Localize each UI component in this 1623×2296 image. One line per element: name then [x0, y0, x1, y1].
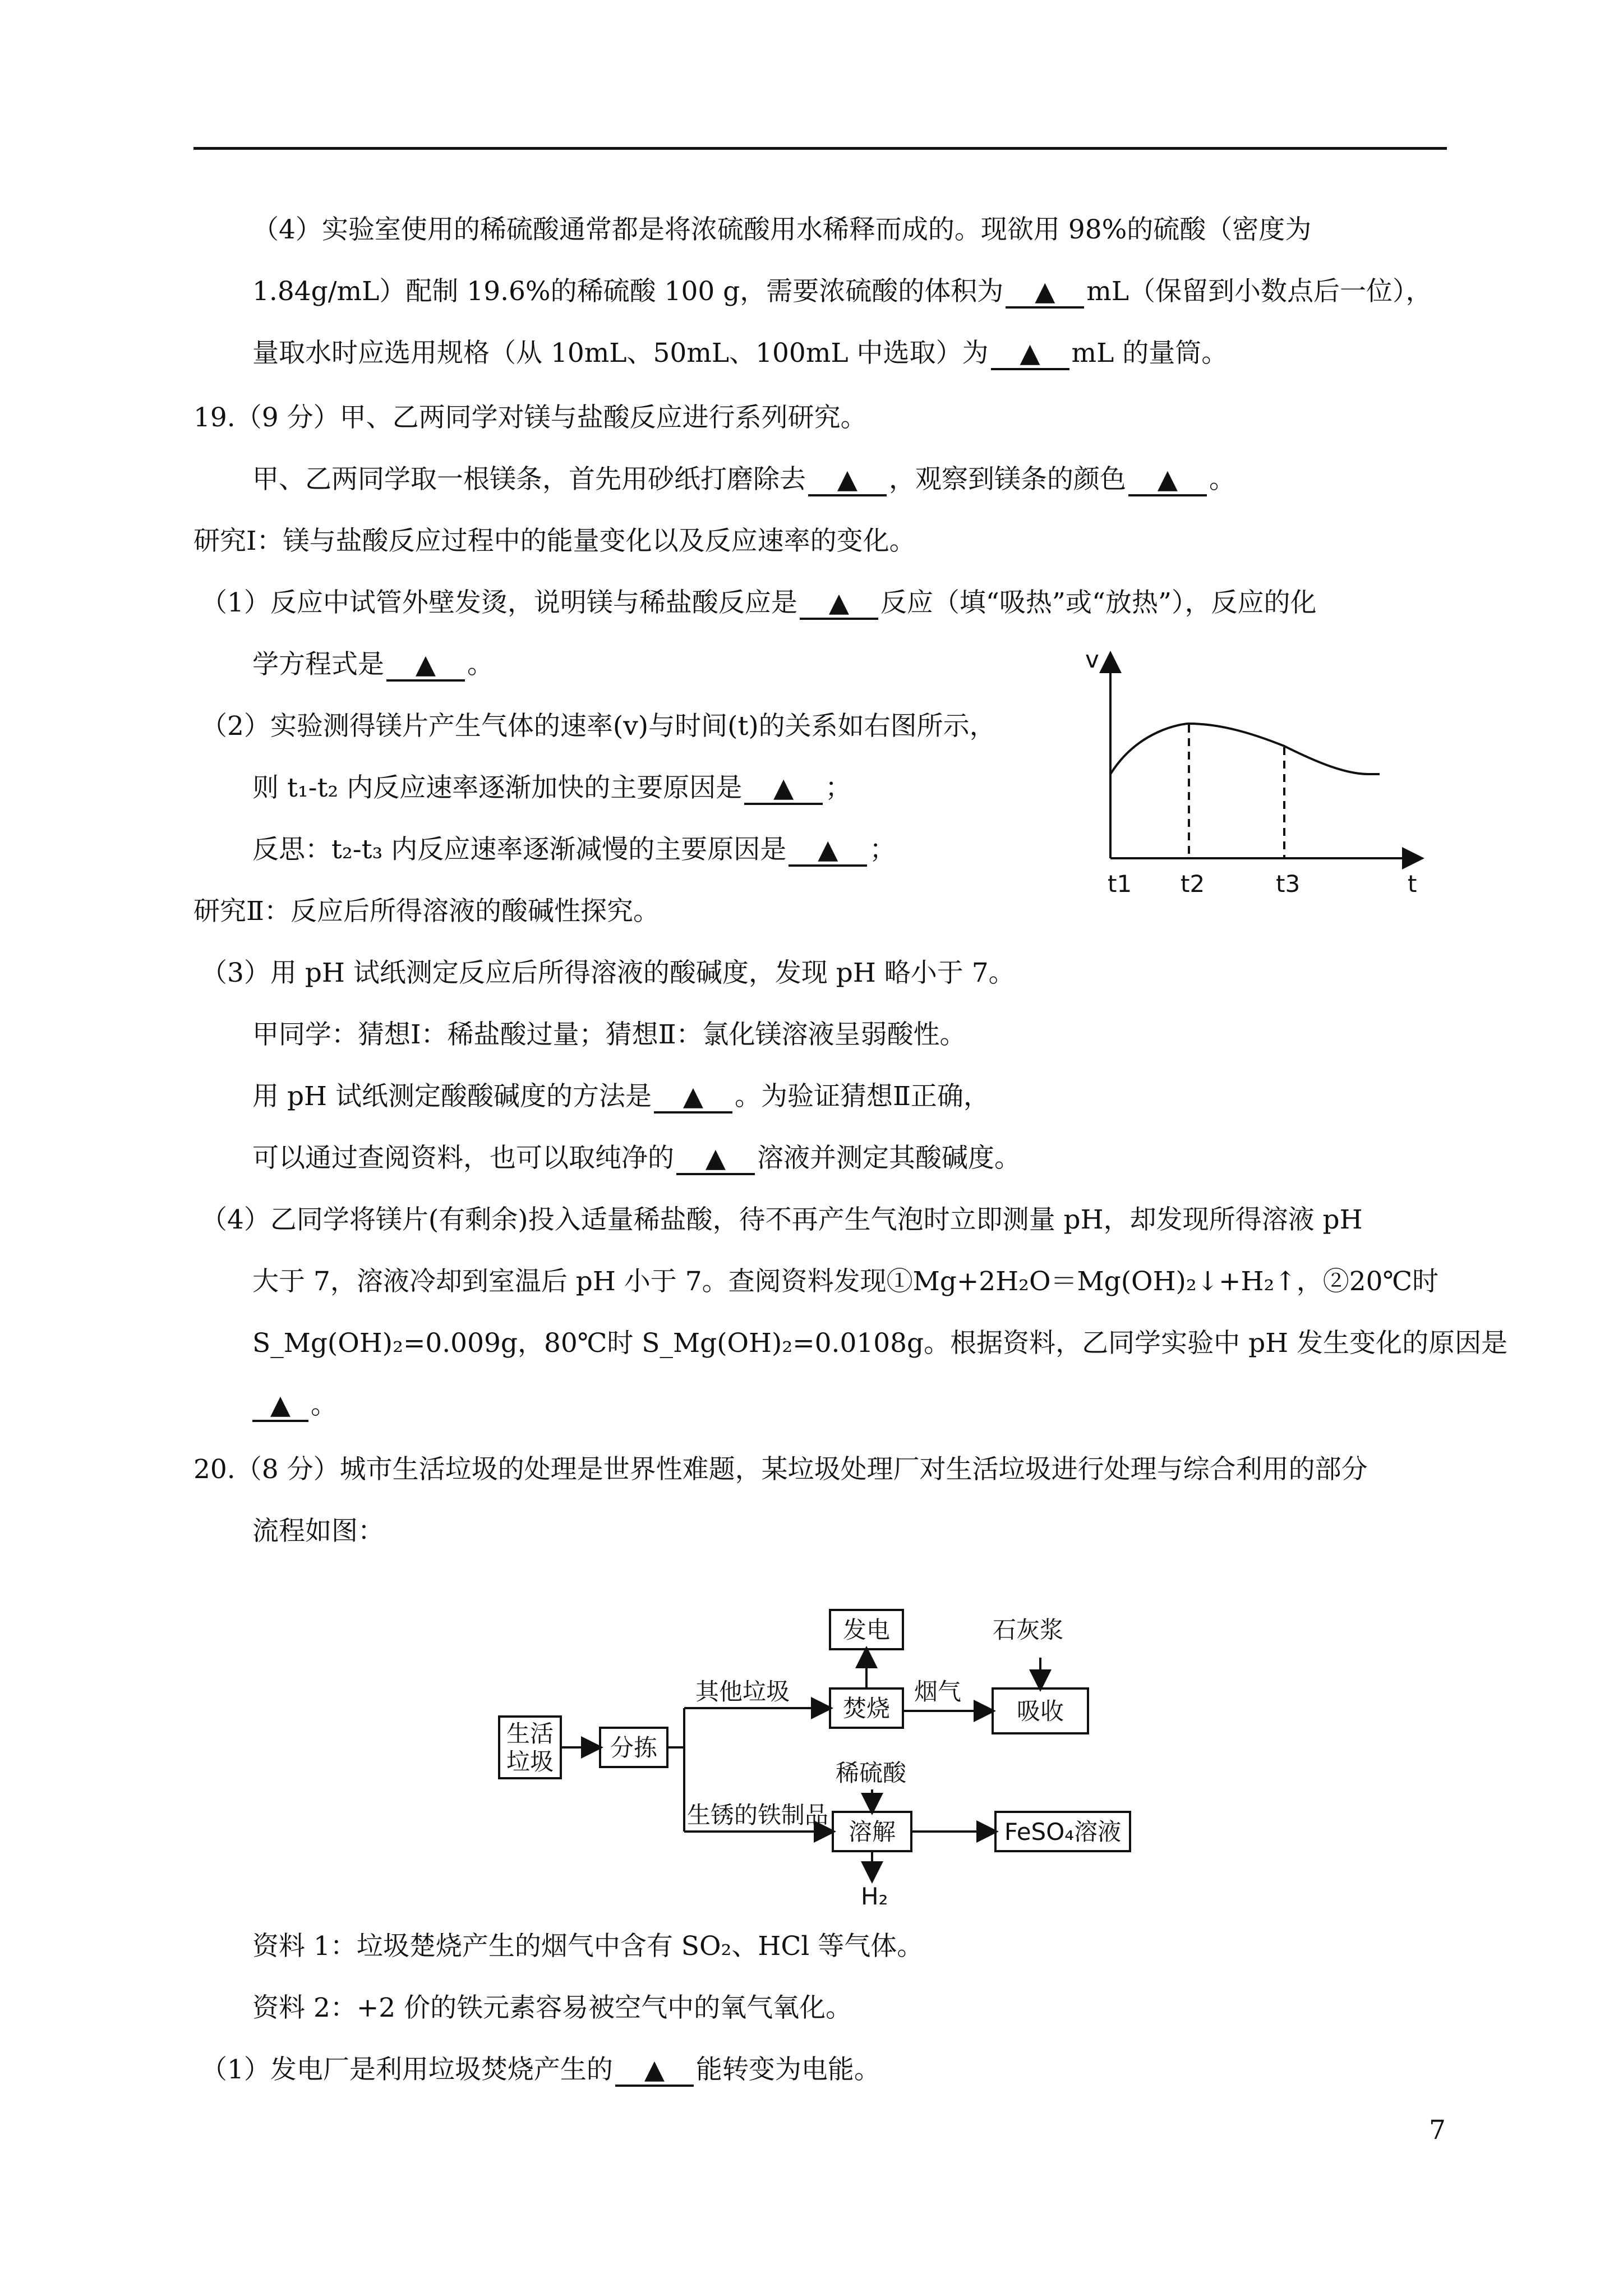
q19-4-line4: ▲ 。 [252, 1388, 337, 1422]
dissolve-label: 溶解 [848, 1818, 896, 1846]
sort-label: 分拣 [610, 1734, 658, 1761]
tick-t2: t2 [1181, 870, 1205, 898]
lime-label: 石灰浆 [993, 1616, 1064, 1644]
garbage-label-1: 生活 [506, 1720, 554, 1747]
acid-label: 稀硫酸 [836, 1759, 907, 1787]
answer-blank[interactable]: ▲ [676, 1144, 755, 1175]
h2-label: H₂ [861, 1883, 888, 1910]
q19-4-line1: （4）乙同学将镁片(有剩余)投入适量稀盐酸，待不再产生气泡时立即测量 pH，却发现所得溶液 pH [201, 1204, 1363, 1235]
q18-4-line1: （4）实验室使用的稀硫酸通常都是将浓硫酸用水稀释而成的。现欲用 98%的硫酸（密度为 [252, 214, 1312, 245]
q19-2-line2: 则 t₁-t₂ 内反应速率逐渐加快的主要原因是 ▲ ； [252, 771, 851, 805]
answer-blank[interactable]: ▲ [654, 1082, 732, 1114]
x-axis-label: t [1408, 870, 1417, 898]
rate-time-graph [1054, 628, 1447, 909]
q19-4-line3: S_Mg(OH)₂=0.009g，80℃时 S_Mg(OH)₂=0.0108g。根据资料，乙同学实验中 pH 发生变化的原因是 [252, 1328, 1508, 1359]
q19-2-line1: （2）实验测得镁片产生气体的速率(v)与时间(t)的关系如右图所示， [201, 711, 996, 742]
other-garbage-label: 其他垃圾 [695, 1678, 790, 1705]
q19-intro: 甲、乙两同学取一根镁条，首先用砂纸打磨除去 ▲ ，观察到镁条的颜色 ▲ 。 [252, 463, 1235, 496]
answer-blank[interactable]: ▲ [744, 774, 823, 805]
q19-3-line3: 用 pH 试纸测定酸酸碱度的方法是 ▲ 。为验证猜想Ⅱ正确， [252, 1080, 990, 1114]
q19-4-line2: 大于 7，溶液冷却到室温后 pH 小于 7。查阅资料发现①Mg+2H₂O＝Mg(OH)₂↓+H₂↑，②20℃时 [252, 1266, 1439, 1297]
reference-2: 资料 2：+2 价的铁元素容易被空气中的氧气氧化。 [252, 1993, 852, 2023]
q20-heading: 20.（8 分）城市生活垃圾的处理是世界性难题，某垃圾处理厂对生活垃圾进行处理与综合利用的部分 [193, 1454, 1368, 1485]
power-label: 发电 [842, 1616, 891, 1644]
q20-1-line: （1）发电厂是利用垃圾焚烧产生的 ▲ 能转变为电能。 [201, 2053, 880, 2087]
answer-blank[interactable]: ▲ [1006, 277, 1084, 309]
q19-1-line2: 学方程式是 ▲ 。 [252, 648, 494, 682]
answer-blank[interactable]: ▲ [800, 588, 878, 620]
page-number: 7 [1429, 2115, 1446, 2146]
product-label: FeSO₄溶液 [1004, 1818, 1122, 1846]
study-1-heading: 研究Ⅰ：镁与盐酸反应过程中的能量变化以及反应速率的变化。 [193, 526, 916, 556]
tick-t3: t3 [1276, 870, 1301, 898]
smoke-label: 烟气 [914, 1678, 962, 1705]
answer-blank[interactable]: ▲ [386, 650, 465, 682]
q19-3-line4: 可以通过查阅资料，也可以取纯净的 ▲ 溶液并测定其酸碱度。 [252, 1142, 1021, 1175]
q20-heading-cont: 流程如图： [252, 1516, 384, 1547]
study-2-heading: 研究Ⅱ：反应后所得溶液的酸碱性探究。 [193, 896, 660, 927]
q19-heading: 19.（9 分）甲、乙两同学对镁与盐酸反应进行系列研究。 [193, 402, 867, 433]
q18-4-line3: 量取水时应选用规格（从 10mL、50mL、100mL 中选取）为 ▲ mL 的量筒。 [252, 337, 1228, 370]
answer-blank[interactable]: ▲ [252, 1391, 308, 1422]
q19-3-line2: 甲同学：猜想Ⅰ：稀盐酸过量；猜想Ⅱ：氯化镁溶液呈弱酸性。 [252, 1019, 966, 1050]
rate-curve [1110, 724, 1380, 774]
y-axis-label: v [1085, 646, 1099, 673]
q18-4-line2: 1.84g/mL）配制 19.6%的稀硫酸 100 g，需要浓硫酸的体积为 ▲ mL（保留到小数点后一位）， [252, 275, 1432, 309]
garbage-label-2: 垃圾 [506, 1748, 554, 1775]
q19-1-line1: （1）反应中试管外壁发烫，说明镁与稀盐酸反应是 ▲ 反应（填“吸热”或“放热”），反应的化 [201, 586, 1317, 620]
answer-blank[interactable]: ▲ [789, 835, 867, 867]
answer-blank[interactable]: ▲ [615, 2055, 694, 2087]
burn-label: 焚烧 [842, 1695, 891, 1722]
rusty-iron-label: 生锈的铁制品 [687, 1801, 829, 1829]
reference-1: 资料 1：垃圾楚烧产生的烟气中含有 SO₂、HCl 等气体。 [252, 1931, 924, 1962]
q19-3-line1: （3）用 pH 试纸测定反应后所得溶液的酸碱度，发现 pH 略小于 7。 [201, 958, 1015, 988]
tick-t1: t1 [1108, 870, 1132, 898]
header-rule [193, 147, 1447, 150]
absorb-label: 吸收 [1016, 1697, 1064, 1725]
answer-blank[interactable]: ▲ [808, 465, 887, 496]
answer-blank[interactable]: ▲ [1128, 465, 1207, 496]
garbage-process-flowchart [477, 1599, 1150, 1913]
answer-blank[interactable]: ▲ [991, 339, 1069, 370]
q19-2-line3: 反思：t₂-t₃ 内反应速率逐渐减慢的主要原因是 ▲ ； [252, 833, 896, 867]
